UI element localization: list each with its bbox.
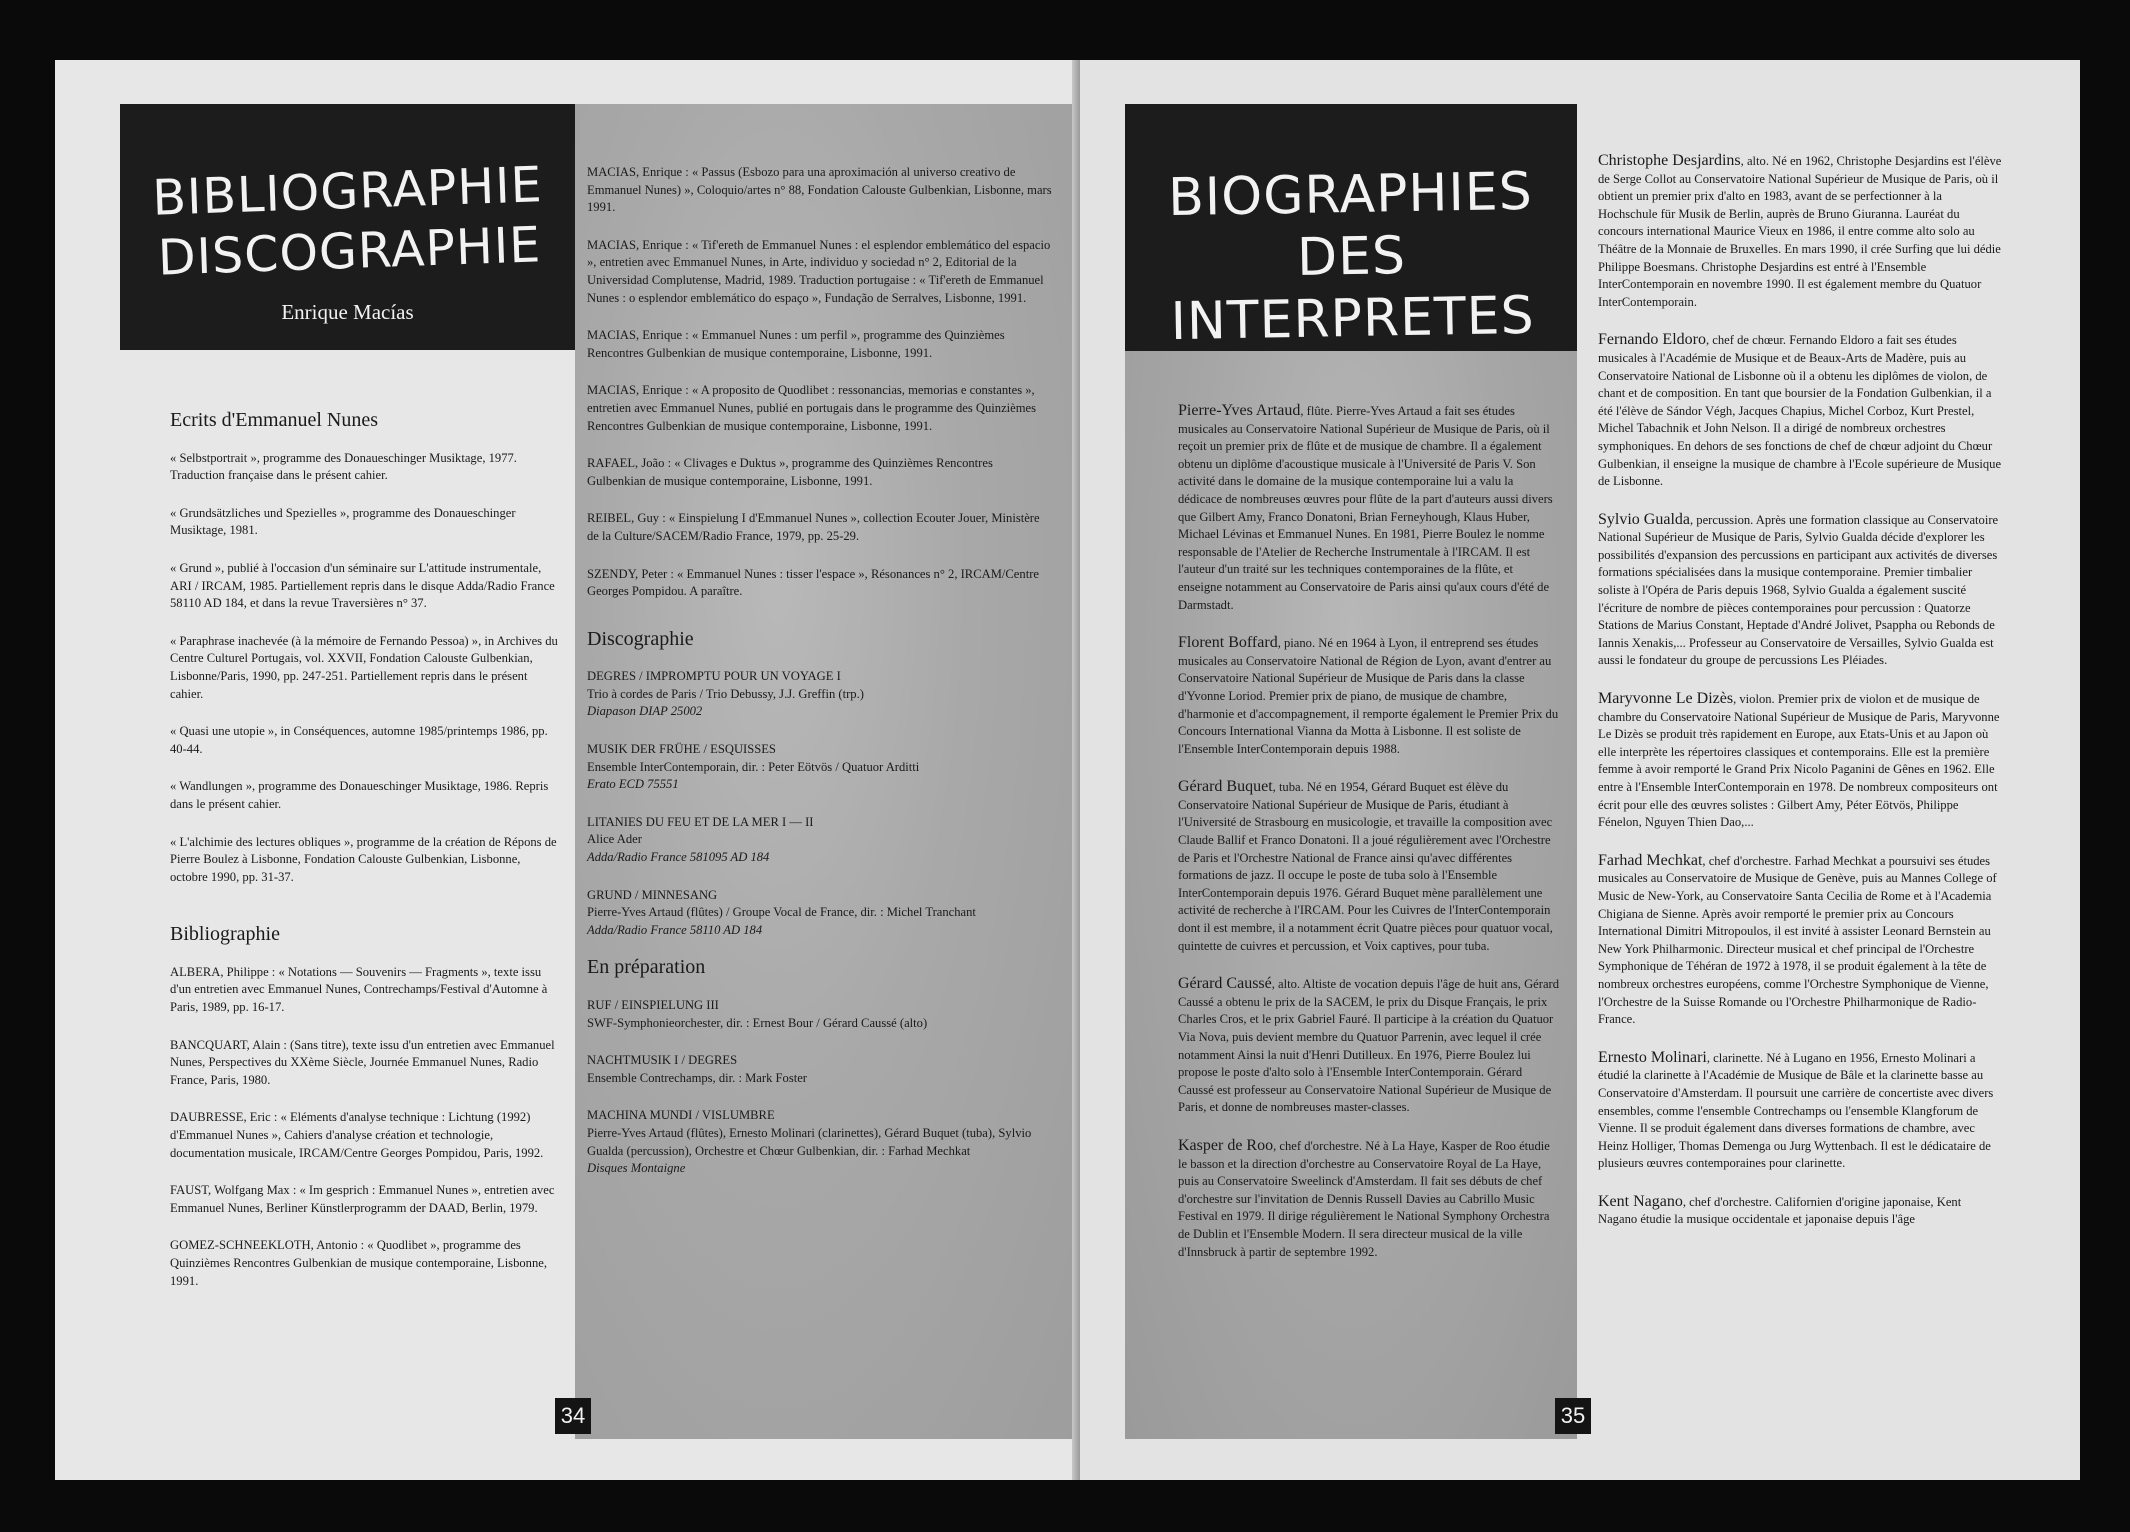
list-item: « Grundsätzliches und Spezielles », programme des Donaueschinger Musiktage, 1981. [170,505,516,538]
list-item: ALBERA, Philippe : « Notations — Souvenirs — Fragments », texte issu d'un entretien avec Emmanuel Nunes, Contrechamps/Festival d'Automne à Paris, 1989, pp. 16-17. [170,964,548,1015]
page-title [117,96,578,290]
list-item: MACIAS, Enrique : « Emmanuel Nunes : um perfil », programme des Quinzièmes Rencontres Gulbenkian de musique contemporaine, Lisbonne, 1991. [587,328,1005,360]
biography-entry [1178,1137,1560,1261]
record-line3: Disques Montaigne [587,1161,686,1176]
biography-text: , chef d'orchestre. Né à La Haye, Kasper de Roo étudie le basson et la direction d'orchestre au Conservatoire Royal de La Haye, puis au Conservatoire Sweelinck d'Amsterdam. Il fait ses débuts de chef d'orchestre sur l'invitation de Dennis Russell Davies au Cabrillo Music Festival en 1979. Il dirige régulièrement le National Symphony Orchestra de Dublin et l'Ensemble Modern. Il sera directeur musical de la ville d'Innsbruck à partir de septembre 1992. [1178,1138,1550,1259]
record-line2: Pierre-Yves Artaud (flûtes), Ernesto Molinari (clarinettes), Gérard Buquet (tuba), Sylvio Gualda (percussion), Orchestre et Chœur Gulbenkian, dir. : Farhad Mechkat [587,1125,1032,1158]
list-item: MACIAS, Enrique : « Tif'ereth de Emmanuel Nunes : el esplendor emblemático del espacio », entretien avec Emmanuel Nunes, in Arte, individuo y sociedad n° 2, Editorial de la Universidad Complutense, Madrid, 1989. Traduction portugaise : « Tif'ereth de Emmanuel Nunes : o esplendor emblemático do espaço », Fundação de Serralves, Lisbonne, 1991. [587,237,1051,305]
biography-entry [1598,331,2003,490]
record-line3: Adda/Radio France 581095 AD 184 [587,850,770,865]
performer-name: Gérard Buquet [1178,778,1273,796]
biography-text: , chef de chœur. Fernando Eldoro a fait ses études musicales à l'Académie de Musique et de Beaux-Arts de Madère, puis au Conservatoire National de Lisbonne où il a obtenu les diplômes de violon, de chant et de composition. En tant que boursier de la Fondation Gulbenkian, il a été l'élève de Sándor Végh, Jacques Chapius, Michel Corboz, Kurt Prestel, Michel Tabachnik et John Nelson. Il a dirigé de nombreux orchestres symphoniques. En dehors de ses fonctions de chef de chœur adjoint du Chœur Gulbenkian, il enseigne la musique de chambre à l'Ecole supérieure de Musique de Lisbonne. [1598,333,2002,489]
biography-entry [1178,778,1560,955]
list-item: « Grund », publié à l'occasion d'un séminaire sur L'attitude instrumentale, ARI / IRCAM, 1985. Partiellement repris dans le disque Adda/Radio France 58110 AD 184, et dans la revue Traversières n° 37. [170,560,555,611]
author-name: Enrique Macías [281,300,414,324]
writings-list [170,450,560,887]
performer-name: Christophe Desjardins [1598,152,1741,169]
biography-text: , clarinette. Né à Lugano en 1956, Ernesto Molinari a étudié la clarinette à l'Académie de Musique de Bâle et la clarinette basse au Conservatoire d'Amsterdam. Il poursuit une carrière de concertiste avec divers ensembles, comme l'ensemble Contrechamps ou l'ensemble Klangforum de Vienne. Il se produit également dans diverses formations de chambre, avec Heinz Holliger, Thomas Demenga ou Jurg Wyttenbach. Il est le dédicataire de plusieurs œuvres contemporaines pour clarinette. [1598,1050,1994,1171]
record-line1: GRUND / MINNESANG [587,887,718,902]
record-line1: MACHINA MUNDI / VISLUMBRE [587,1108,775,1123]
list-item: SZENDY, Peter : « Emmanuel Nunes : tisser l'espace », Résonances n° 2, IRCAM/Centre Georges Pompidou. A paraître. [587,566,1039,599]
biography-entry [1598,511,2003,670]
in-preparation-list [587,997,1052,1178]
record-line1: RUF / EINSPIELUNG III [587,998,719,1012]
list-item: GOMEZ-SCHNEEKLOTH, Antonio : « Quodlibet », programme des Quinzièmes Rencontres Gulbenkian de musique contemporaine, Lisbonne, 1991. [170,1238,548,1288]
record-entry [587,668,1052,721]
record-entry [587,741,1052,794]
list-item: MACIAS, Enrique : « A proposito de Quodlibet : ressonancias, memorias e constantes », entretien avec Emmanuel Nunes, publié en portugais dans le programme des Quinzièmes Rencontres Gulbenkian de musique contemporaine, Lisbonne, 1991. [587,383,1037,433]
biography-text: , percussion. Après une formation classique au Conservatoire National Supérieur de Musique de Paris, Sylvio Gualda décide d'explorer les possibilités d'expansion des percussions en participant aux activités de diverses formations spécialisées dans la musique contemporaine. Premier timbalier soliste à l'Opéra de Paris depuis 1968, Sylvio Gualda a également suscité l'écriture de nombre de pièces contemporaines pour percussion : Quatorze Stations de Marius Constant, Heptade d'André Jolivet, Psappha ou Rebonds de Iannis Xenakis,... Professeur au Conservatoire de Versailles, Sylvio Gualda est aussi le fondateur du groupe de percussions Les Pléiades. [1598,512,1999,668]
performer-name: Florent Boffard [1178,634,1278,652]
list-item: MACIAS, Enrique : « Passus (Esbozo para una aproximación al universo creativo de Emmanuel Nunes) », Coloquio/artes n° 88, Fondation Calouste Gulbenkian, Lisbonne, mars 1991. [587,165,1052,215]
title-line-1: BIBLIOGRAPHIE [151,156,544,227]
record-line3: Adda/Radio France 58110 AD 184 [587,922,763,937]
performer-name: Maryvonne Le Dizès [1598,690,1734,708]
record-entry [587,814,1052,867]
record-entry [587,997,1052,1032]
section-heading-discography: Discographie [587,627,694,650]
biography-text: , flûte. Pierre-Yves Artaud a fait ses études musicales au Conservatoire National Supérieur de Musique de Paris, où il reçoit un premier prix de flûte et de musique de chambre. Il a également obtenu un diplôme d'acoustique musicale à l'Université de Paris V. Son activité dans le domaine de la musique contemporaine lui a valu la dédicace de nombreuses œuvres pour flûte de la part d'auteurs aussi divers que Gilbert Amy, Franco Donatoni, Brian Ferneyhough, Klaus Huber, Michael Lévinas et Emmanuel Nunes. En 1981, Pierre Boulez le nomme responsable de l'Atelier de Recherche Instrumentale à l'IRCAM. Il est l'auteur d'un traité sur les techniques contemporaines de la flûte, et enseigne notamment au Conservatoire de Paris ainsi qu'aux cours d'été de Darmstadt. [1178,404,1553,612]
performer-name: Kasper de Roo [1178,1136,1274,1154]
list-item: DAUBRESSE, Eric : « Eléments d'analyse technique : Lichtung (1992) d'Emmanuel Nunes », Cahiers d'analyse création et technologie, documentation musicale, IRCAM/Centre Georges Pompidou, Paris, 1992. [170,1110,544,1160]
performer-name: Gérard Caussé [1178,975,1272,993]
list-item: REIBEL, Guy : « Einspielung I d'Emmanuel Nunes », collection Ecouter Jouer, Ministère de la Culture/SACEM/Radio France, 1979, pp. 25-29. [587,511,1040,543]
title-block-biographies [1125,104,1577,351]
biography-entry [1598,1049,2003,1173]
biography-entry [1598,690,2003,832]
performer-name: Pierre-Yves Artaud [1178,402,1301,419]
biography-text: , alto. Né en 1962, Christophe Desjardins est l'élève de Serge Collot au Conservatoire National Supérieur de Musique de Paris, où il obtient un premier prix d'alto en 1983, avant de se perfectionner à la Hochschule für Musik de Berlin, auprès de Bruno Giuranna. Lauréat du concours international Maurice Vieux en 1986, il entre comme alto solo au Théâtre de la Monnaie de Bruxelles. En mars 1990, il crée Surfing que lui dédie Philippe Boesmans. Christophe Desjardins est entré à l'Ensemble InterContemporain en novembre 1990. Il est également membre du Quatuor InterContemporain. [1598,154,2002,309]
record-entry [587,887,1052,940]
biography-entry [1598,852,2003,1029]
biographies-column-1 [1178,402,1560,1281]
title-block-bibliographie [120,104,575,350]
record-entry [587,1052,1052,1087]
page-title [1123,100,1579,354]
record-line2: SWF-Symphonieorchester, dir. : Ernest Bour / Gérard Caussé (alto) [587,1015,928,1030]
record-line2: Ensemble Contrechamps, dir. : Mark Foster [587,1070,808,1085]
page-number: 34 [555,1398,591,1434]
section-heading-in-preparation: En préparation [587,956,706,979]
record-line3: Erato ECD 75551 [587,777,679,792]
left-column-1 [170,409,560,1310]
biography-text: , violon. Premier prix de violon et de musique de chambre du Conservatoire National Supérieur de Musique de Paris, Maryvonne Le Dizès se produit très rapidement en Europe, aux Etats-Unis et au Japon où elle interprète les répertoires classiques et contemporains. Elle est la première femme à avoir remporté le Grand Prix Nicolo Paganini de Gênes en 1962. Elle entre à l'Ensemble InterContemporain en 1978. De nombreux compositeurs ont écrit pour elle des œuvres solistes : Gilbert Amy, Péter Eötvös, Philippe Fénelon, Nguyen Thien Dao,... [1598,692,2000,830]
section-heading-writings: Ecrits d'Emmanuel Nunes [170,409,378,431]
record-line1: LITANIES DU FEU ET DE LA MER I — II [587,814,814,829]
biography-entry [1178,402,1560,614]
title-line-2: DISCOGRAPHIE [156,216,543,287]
performer-name: Sylvio Gualda [1598,510,1690,528]
right-page [1080,60,2080,1480]
performer-name: Kent Nagano [1598,1192,1683,1210]
list-item: « Selbstportrait », programme des Donaueschinger Musiktage, 1977. Traduction française dans le présent cahier. [170,450,517,483]
biography-entry [1598,152,2003,311]
list-item: « Paraphrase inachevée (à la mémoire de Fernando Pessoa) », in Archives du Centre Culturel Portugais, vol. XXVII, Fondation Calouste Gulbenkian, Lisbonne/Paris, 1990, pp. 247-251. Partiellement repris dans le présent cahier. [170,633,558,701]
record-entry [587,1107,1052,1177]
biography-text: , alto. Altiste de vocation depuis l'âge de huit ans, Gérard Caussé a obtenu le prix de la SACEM, le prix du Disque Français, le prix Charles Cros, et le prix Gabriel Fauré. Il participe à la création du Quatuor Via Nova, puis devient membre du Quatuor Parrenin, avec lequel il crée notamment Ainsi la nuit d'Henri Dutilleux. En 1976, Pierre Boulez lui propose le poste d'alto solo à l'Ensemble InterContemporain. Gérard Caussé est professeur au Conservatoire National Supérieur de Musique de Paris, et donne de nombreuses master-classes. [1178,977,1560,1115]
page-number: 35 [1555,1398,1591,1434]
biography-text: , tuba. Né en 1954, Gérard Buquet est élève du Conservatoire National Supérieur de Musique de Paris, étudiant à l'Université de Strasbourg en musicologie, et travaille la composition avec Claude Ballif et Franco Donatoni. Il a joué régulièrement avec l'Orchestre de Paris et l'Orchestre National de France ainsi qu'avec différentes formations de jazz. Il occupe le poste de tuba solo à l'Ensemble InterContemporain depuis 1976. Gérard Buquet mène parallèlement une activité de recherche à l'IRCAM. Pour les Cuivres de l'InterContemporain dont il est membre, il a notamment écrit Quatre pièces pour quatuor vocal, quintette de cuivres et percussion, et Voix captives, pour tuba. [1178,780,1553,953]
title-line-2: DES INTERPRETES [1170,226,1536,353]
record-line2: Pierre-Yves Artaud (flûtes) / Groupe Vocal de France, dir. : Michel Tranchant [587,905,976,920]
performer-name: Fernando Eldoro [1598,331,1706,349]
biography-text: , chef d'orchestre. Californien d'origine japonaise, Kent Nagano étudie la musique occidentale et japonaise depuis l'âge [1598,1194,1962,1227]
record-line1: MUSIK DER FRÜHE / ESQUISSES [587,742,776,757]
record-line1: NACHTMUSIK I / DEGRES [587,1053,738,1068]
record-line2: Ensemble InterContemporain, dir. : Peter Eötvös / Quatuor Arditti [587,759,920,774]
performer-name: Ernesto Molinari [1598,1048,1707,1066]
record-line2: Trio à cordes de Paris / Trio Debussy, J.J. Greffin (trp.) [587,686,864,701]
biography-entry [1178,975,1560,1117]
list-item: « L'alchimie des lectures obliques », programme de la création de Répons de Pierre Boulez à Lisbonne, Fondation Calouste Gulbenkian, Lisbonne, octobre 1990, pp. 31-37. [170,834,557,884]
performer-name: Farhad Mechkat [1598,851,1703,869]
biography-entry [1598,1193,2003,1229]
record-line2: Alice Ader [587,832,642,847]
list-item: BANCQUART, Alain : (Sans titre), texte issu d'un entretien avec Emmanuel Nunes, Perspectives du XXème Siècle, Journée Emmanuel Nunes, Radio France, Paris, 1980. [170,1037,555,1087]
record-line3: Diapason DIAP 25002 [587,704,703,719]
title-line-1: BIOGRAPHIES [1167,161,1534,229]
list-item: FAUST, Wolfgang Max : « Im gesprich : Emmanuel Nunes », entretien avec Emmanuel Nunes, Berliner Künstlerprogramm der DAAD, Berlin, 1979. [170,1183,555,1215]
record-line1: DEGRES / IMPROMPTU POUR UN VOYAGE I [587,669,841,684]
bibliography-list [170,964,560,1290]
biography-entry [1178,634,1560,758]
biography-text: , piano. Né en 1964 à Lyon, il entreprend ses études musicales au Conservatoire National de Région de Lyon, avant d'entrer au Conservatoire National Supérieur de Musique de Paris dans la classe d'Yvonne Loriod. Premier prix de piano, de musique de chambre, d'harmonie et d'accompagnement, il remporte également le Premier Prix du Concours International Vianna da Motta à Lisbonne. Il est soliste de l'Ensemble InterContemporain depuis 1988. [1178,636,1559,756]
discography-list [587,668,1052,939]
biography-text: , chef d'orchestre. Farhad Mechkat a poursuivi ses études musicales au Conservatoire de Musique de Genève, puis au Mannes College of Music de New-York, au Conservatoire Santa Cecilia de Rome et à l'Academia Chigiana de Sienne. Après avoir remporté le premier prix au Concours International Dimitri Mitropoulos, il est invité à assister Leonard Bernstein au New York Philharmonic. Directeur musical et chef principal de l'Orchestre Symphonique de Téhéran de 1972 à 1978, il se produit également à la tête de nombreux orchestres européens, comme l'Orchestre Symphonique de Vienne, l'Orchestre de la Suisse Romande ou l'Orchestre Philharmonique de Radio-France. [1598,853,1997,1027]
biographies-column-2 [1598,152,2003,1249]
left-page [55,60,1080,1480]
list-item: « Quasi une utopie », in Conséquences, automne 1985/printemps 1986, pp. 40-44. [170,724,548,756]
section-heading-bibliography: Bibliographie [170,923,280,946]
bibliography-list-continued [587,164,1052,601]
list-item: « Wandlungen », programme des Donaueschinger Musiktage, 1986. Repris dans le présent cahier. [170,779,549,811]
list-item: RAFAEL, João : « Clivages e Duktus », programme des Quinzièmes Rencontres Gulbenkian de musique contemporaine, Lisbonne, 1991. [587,456,993,488]
left-column-2 [587,164,1052,1198]
